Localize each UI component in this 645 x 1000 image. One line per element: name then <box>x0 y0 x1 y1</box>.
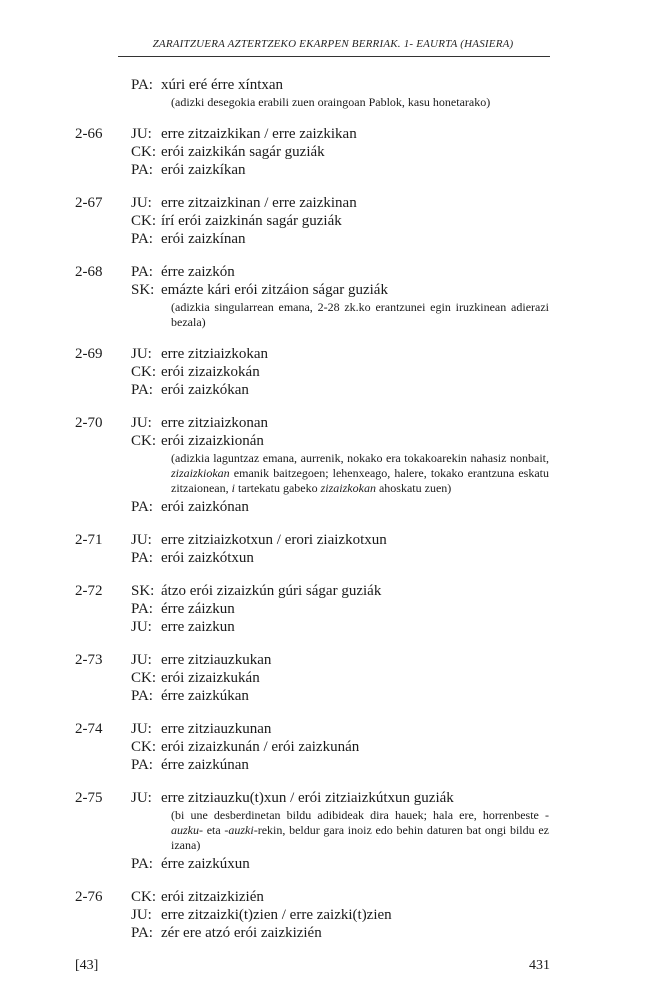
entry <box>0 194 645 248</box>
commentary-note: (adizki desegokia erabili zuen oraingoan Pablok, kasu honetarako) <box>171 95 491 109</box>
entry <box>0 789 645 873</box>
entry <box>0 345 645 399</box>
verb-form-text: érre zaizkón <box>161 264 235 280</box>
verb-form-text: erre zitzaizki(t)zien / erre zaizki(t)zien <box>161 907 392 923</box>
verb-form-text: erói zaizkótxun <box>161 550 254 566</box>
verb-form-text: érre zaizkúkan <box>161 688 249 704</box>
speaker-code: PA: <box>131 77 153 93</box>
informant-line <box>131 281 551 299</box>
speaker-code: JU: <box>131 619 152 635</box>
speaker-code: CK: <box>131 889 157 905</box>
informant-line <box>131 432 551 450</box>
entry-number: 2-73 <box>75 652 103 668</box>
informant-line <box>131 618 551 636</box>
italic-form: i <box>231 481 235 495</box>
speaker-code: JU: <box>131 907 152 923</box>
verb-form-text: erói zaizkikán sagár guziák <box>161 144 325 160</box>
entry-number: 2-76 <box>75 889 103 905</box>
verb-form-text: érre záizkun <box>161 601 235 617</box>
italic-form: zizaizkiokan <box>171 466 230 480</box>
verb-form-text: erói zaizkíkan <box>161 162 246 178</box>
entry <box>0 531 645 567</box>
informant-line <box>131 381 551 399</box>
speaker-code: PA: <box>131 499 153 515</box>
entry-number: 2-69 <box>75 346 103 362</box>
speaker-code: JU: <box>131 652 152 668</box>
verb-form-text: írí erói zaizkinán sagár guziák <box>161 213 342 229</box>
entry-number: 2-75 <box>75 790 103 806</box>
informant-line <box>131 687 551 705</box>
entry <box>0 582 645 636</box>
entry-number: 2-67 <box>75 195 103 211</box>
speaker-code: PA: <box>131 382 153 398</box>
entry-number: 2-72 <box>75 583 103 599</box>
informant-line <box>131 125 551 143</box>
speaker-code: PA: <box>131 601 153 617</box>
speaker-code: JU: <box>131 721 152 737</box>
verb-form-text: erre zitziaizkonan <box>161 415 269 431</box>
speaker-code: PA: <box>131 757 153 773</box>
informant-line <box>131 498 551 516</box>
speaker-code: CK: <box>131 739 157 755</box>
entry <box>0 76 645 110</box>
speaker-code: CK: <box>131 670 157 686</box>
note-text: ahoskatu zuen) <box>375 481 452 495</box>
running-header: ZARAITZUERA AZTERTZEKO EKARPEN BERRIAK. 1- EAURTA (HASIERA) <box>152 38 514 50</box>
speaker-code: JU: <box>131 790 152 806</box>
commentary-note: (adizkia singularrean emana, 2-28 zk.ko erantzunei egin iruzkinean adierazi bezala) <box>171 300 549 329</box>
informant-line <box>131 888 551 906</box>
speaker-code: PA: <box>131 162 153 178</box>
informant-line <box>131 549 551 567</box>
italic-form: -auzki- <box>224 823 258 837</box>
verb-form-text: erói zitzaizkizién <box>161 889 264 905</box>
speaker-code: CK: <box>131 144 157 160</box>
verb-form-text: xúri eré érre xíntxan <box>161 77 284 93</box>
speaker-code: JU: <box>131 195 152 211</box>
informant-line <box>131 669 551 687</box>
verb-form-text: erre zitziaizkokan <box>161 346 269 362</box>
verb-form-text: erre zitziaizkotxun / erori ziaizkotxun <box>161 532 387 548</box>
verb-form-text: erói zizaizkukán <box>161 670 260 686</box>
entry <box>0 414 645 516</box>
italic-form: -auzku- <box>171 808 549 837</box>
commentary-note <box>171 451 549 496</box>
informant-line <box>131 906 551 924</box>
speaker-code: PA: <box>131 231 153 247</box>
entry-number: 2-71 <box>75 532 103 548</box>
verb-form-text: átzo erói zizaizkún gúri ságar guziák <box>161 583 382 599</box>
speaker-code: CK: <box>131 213 157 229</box>
informant-line <box>131 855 551 873</box>
verb-form-text: erói zaizkókan <box>161 382 249 398</box>
informant-line <box>131 143 551 161</box>
informant-line <box>131 230 551 248</box>
informant-line <box>131 600 551 618</box>
informant-line <box>131 345 551 363</box>
entry <box>0 888 645 942</box>
speaker-code: CK: <box>131 433 157 449</box>
informant-line <box>131 531 551 549</box>
speaker-code: CK: <box>131 364 157 380</box>
entry-number: 2-74 <box>75 721 103 737</box>
informant-line <box>131 414 551 432</box>
verb-form-text: erre zitziauzku(t)xun / erói zitziaizkútxun guziák <box>161 790 454 806</box>
header-rule <box>118 56 550 57</box>
speaker-code: JU: <box>131 415 152 431</box>
informant-line <box>131 363 551 381</box>
informant-line <box>131 263 551 281</box>
speaker-code: PA: <box>131 925 153 941</box>
verb-form-text: érre zaizkúxun <box>161 856 250 872</box>
note-text: emanik baitzegoen; lehenxeago, halere, tokako erantzuna eskatu zitzaionean, <box>171 466 549 495</box>
informant-line <box>131 789 551 807</box>
informant-line <box>131 651 551 669</box>
informant-line <box>131 212 551 230</box>
informant-line <box>131 924 551 942</box>
verb-form-text: erói zizaizkunán / erói zaizkunán <box>161 739 360 755</box>
note-text: eta <box>203 823 225 837</box>
speaker-code: PA: <box>131 856 153 872</box>
entry <box>0 651 645 705</box>
verb-form-text: erre zitzaizkinan / erre zaizkinan <box>161 195 357 211</box>
informant-line <box>131 738 551 756</box>
entry <box>0 720 645 774</box>
informant-line <box>131 194 551 212</box>
speaker-code: JU: <box>131 126 152 142</box>
speaker-code: JU: <box>131 346 152 362</box>
italic-form: zizaizkokan <box>320 481 376 495</box>
verb-form-text: érre zaizkúnan <box>161 757 249 773</box>
informant-line <box>131 720 551 738</box>
entry <box>0 263 645 330</box>
entry-number: 2-68 <box>75 264 103 280</box>
note-text: tartekatu gabeko <box>234 481 321 495</box>
entry <box>0 125 645 179</box>
note-text: (adizkia laguntzaz emana, aurrenik, nokako era tokakoarekin nahasiz nonbait, <box>171 451 549 465</box>
speaker-code: SK: <box>131 583 155 599</box>
informant-line <box>131 582 551 600</box>
verb-form-text: emázte kári erói zitzáion ságar guziák <box>161 282 388 298</box>
page-content <box>0 76 645 957</box>
informant-line <box>131 161 551 179</box>
speaker-code: JU: <box>131 532 152 548</box>
verb-form-text: erre zitzaizkikan / erre zaizkikan <box>161 126 357 142</box>
verb-form-text: erói zaizkónan <box>161 499 249 515</box>
speaker-code: SK: <box>131 282 155 298</box>
verb-form-text: erre zaizkun <box>161 619 235 635</box>
page-number: 431 <box>529 958 550 973</box>
note-text: (bi une desberdinetan bildu adibideak dira hauek; hala ere, horrenbeste <box>171 808 545 822</box>
verb-form-text: erói zizaizkionán <box>161 433 264 449</box>
informant-line <box>131 756 551 774</box>
speaker-code: PA: <box>131 550 153 566</box>
commentary-note <box>171 808 549 853</box>
footer-section-number: [43] <box>75 958 99 973</box>
verb-form-text: zér ere atzó erói zaizkizién <box>161 925 322 941</box>
entry-number: 2-66 <box>75 126 103 142</box>
verb-form-text: erói zizaizkokán <box>161 364 260 380</box>
speaker-code: PA: <box>131 688 153 704</box>
verb-form-text: erre zitziauzkukan <box>161 652 272 668</box>
entry-number: 2-70 <box>75 415 103 431</box>
verb-form-text: erói zaizkínan <box>161 231 246 247</box>
note-text: rekin, beldur gara inoiz edo behin daturen bat ongi bildu ez izana) <box>171 823 549 852</box>
speaker-code: PA: <box>131 264 153 280</box>
verb-form-text: erre zitziauzkunan <box>161 721 272 737</box>
informant-line <box>131 76 551 94</box>
